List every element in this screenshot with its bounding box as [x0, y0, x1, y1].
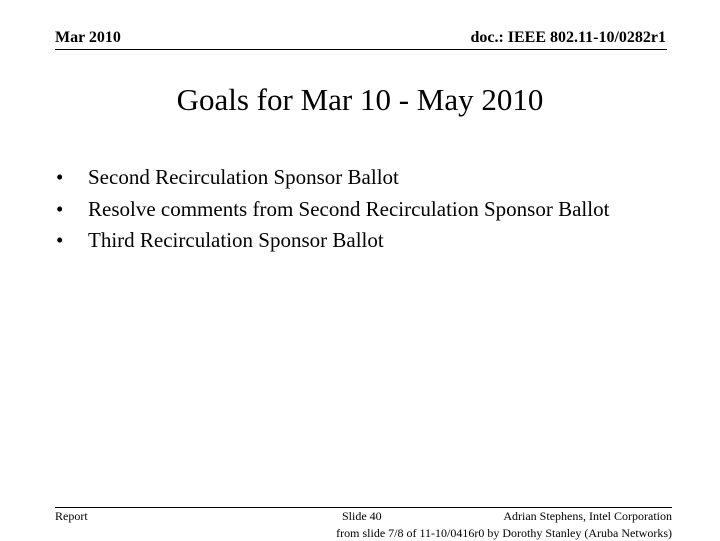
- bullet-text: Resolve comments from Second Recirculation Sponsor Ballot: [88, 196, 610, 221]
- bullet-item: [56, 162, 666, 194]
- bullet-icon: •: [56, 196, 64, 221]
- footer-source-note: from slide 7/8 of 11-10/0416r0 by Dorothy Stanley (Aruba Networks): [336, 526, 672, 540]
- slide-number: Slide 40: [342, 509, 382, 523]
- bullet-text: Second Recirculation Sponsor Ballot: [88, 165, 399, 189]
- bullet-item: [56, 225, 666, 257]
- footer-author: Adrian Stephens, Intel Corporation: [503, 509, 672, 523]
- footer-label: Report: [55, 509, 88, 523]
- footer-divider: [55, 507, 672, 508]
- bullet-item: [56, 194, 666, 226]
- slide-title: Goals for Mar 10 - May 2010: [176, 82, 544, 117]
- header-doc-id: doc.: IEEE 802.11-10/0282r1: [470, 29, 666, 46]
- bullet-list: [56, 162, 666, 257]
- bullet-icon: •: [56, 228, 64, 252]
- header-divider: [55, 49, 667, 50]
- bullet-icon: •: [56, 165, 64, 189]
- header-date: Mar 2010: [55, 29, 121, 46]
- bullet-text: Third Recirculation Sponsor Ballot: [88, 228, 384, 252]
